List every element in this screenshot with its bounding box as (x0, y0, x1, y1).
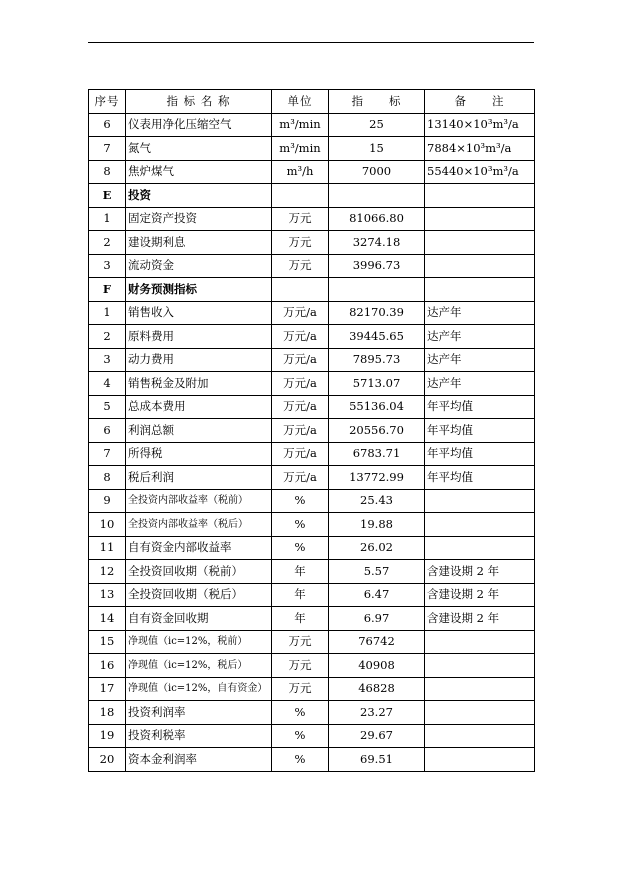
row-unit: 万元 (272, 207, 329, 231)
row-name: 固定资产投资 (126, 207, 272, 231)
table-row (89, 442, 535, 466)
row-name: 仪表用净化压缩空气 (126, 113, 272, 137)
row-note: 7884×10³m³/a (425, 137, 535, 161)
table-row (89, 137, 535, 161)
row-name: 自有资金回收期 (126, 607, 272, 631)
row-number: 4 (89, 372, 126, 396)
table-row (89, 677, 535, 701)
section-row (89, 184, 535, 208)
row-value: 7000 (329, 160, 425, 184)
row-unit (272, 278, 329, 302)
row-unit: 万元/a (272, 419, 329, 443)
row-number: E (89, 184, 126, 208)
row-note: 年平均值 (425, 442, 535, 466)
row-name: 净现值（ic=12%，税后） (126, 654, 272, 678)
table-row (89, 160, 535, 184)
row-note (425, 748, 535, 772)
row-name: 总成本费用 (126, 395, 272, 419)
row-value: 46828 (329, 677, 425, 701)
row-unit: 万元 (272, 630, 329, 654)
table-row (89, 489, 535, 513)
row-unit: 万元/a (272, 395, 329, 419)
row-number: 8 (89, 466, 126, 490)
table-header-row (89, 90, 535, 114)
table-row (89, 536, 535, 560)
row-number: 5 (89, 395, 126, 419)
row-value: 5713.07 (329, 372, 425, 396)
row-number: 14 (89, 607, 126, 631)
row-note (425, 654, 535, 678)
row-unit: % (272, 701, 329, 725)
row-value: 29.67 (329, 724, 425, 748)
table-row (89, 231, 535, 255)
section-row (89, 278, 535, 302)
row-name: 资本金利润率 (126, 748, 272, 772)
row-number: 11 (89, 536, 126, 560)
table-row (89, 607, 535, 631)
row-name: 全投资回收期（税后） (126, 583, 272, 607)
row-name: 全投资内部收益率（税前） (126, 489, 272, 513)
row-number: 16 (89, 654, 126, 678)
row-name: 动力费用 (126, 348, 272, 372)
table-row (89, 254, 535, 278)
row-number: 2 (89, 231, 126, 255)
row-value: 23.27 (329, 701, 425, 725)
row-number: 10 (89, 513, 126, 537)
row-unit: % (272, 513, 329, 537)
row-note (425, 184, 535, 208)
row-unit: 万元 (272, 231, 329, 255)
row-value: 15 (329, 137, 425, 161)
row-note (425, 724, 535, 748)
row-note: 年平均值 (425, 419, 535, 443)
row-value: 81066.80 (329, 207, 425, 231)
header-unit: 单位 (272, 90, 329, 114)
row-note (425, 513, 535, 537)
row-name: 销售税金及附加 (126, 372, 272, 396)
row-number: 12 (89, 560, 126, 584)
table-row (89, 654, 535, 678)
row-number: 13 (89, 583, 126, 607)
table-row (89, 560, 535, 584)
row-number: 6 (89, 113, 126, 137)
table-row (89, 748, 535, 772)
row-unit: m³/min (272, 137, 329, 161)
row-note: 达产年 (425, 301, 535, 325)
row-unit (272, 184, 329, 208)
row-value: 7895.73 (329, 348, 425, 372)
row-note: 达产年 (425, 325, 535, 349)
row-unit: m³/min (272, 113, 329, 137)
row-note (425, 701, 535, 725)
row-value: 3996.73 (329, 254, 425, 278)
table-row (89, 466, 535, 490)
table-row (89, 113, 535, 137)
row-note: 达产年 (425, 372, 535, 396)
row-unit: 年 (272, 560, 329, 584)
row-value: 55136.04 (329, 395, 425, 419)
table-row (89, 513, 535, 537)
row-name: 财务预测指标 (126, 278, 272, 302)
row-unit: 万元/a (272, 466, 329, 490)
row-unit: 万元/a (272, 325, 329, 349)
row-note (425, 254, 535, 278)
row-number: 6 (89, 419, 126, 443)
row-note: 含建设期 2 年 (425, 560, 535, 584)
row-unit: m³/h (272, 160, 329, 184)
row-unit: 万元/a (272, 348, 329, 372)
row-note (425, 489, 535, 513)
row-name: 全投资回收期（税前） (126, 560, 272, 584)
table-row (89, 419, 535, 443)
row-number: 9 (89, 489, 126, 513)
table-row (89, 724, 535, 748)
row-unit: 万元/a (272, 301, 329, 325)
row-note (425, 278, 535, 302)
row-unit: 万元/a (272, 372, 329, 396)
row-name: 投资利润率 (126, 701, 272, 725)
table-row (89, 325, 535, 349)
row-value: 69.51 (329, 748, 425, 772)
row-number: F (89, 278, 126, 302)
row-name: 原料费用 (126, 325, 272, 349)
row-value: 20556.70 (329, 419, 425, 443)
row-number: 15 (89, 630, 126, 654)
row-note (425, 536, 535, 560)
row-value: 40908 (329, 654, 425, 678)
row-unit: 万元/a (272, 442, 329, 466)
row-unit: 万元 (272, 677, 329, 701)
row-number: 7 (89, 137, 126, 161)
row-number: 19 (89, 724, 126, 748)
header-no: 序号 (89, 90, 126, 114)
table-row (89, 395, 535, 419)
row-name: 建设期利息 (126, 231, 272, 255)
row-value: 6.97 (329, 607, 425, 631)
table-row (89, 207, 535, 231)
row-note: 55440×10³m³/a (425, 160, 535, 184)
row-note: 含建设期 2 年 (425, 607, 535, 631)
row-unit: 年 (272, 607, 329, 631)
row-value: 25.43 (329, 489, 425, 513)
table-row (89, 583, 535, 607)
row-number: 8 (89, 160, 126, 184)
row-note: 年平均值 (425, 466, 535, 490)
row-unit: 万元 (272, 254, 329, 278)
row-note: 13140×10³m³/a (425, 113, 535, 137)
row-name: 投资 (126, 184, 272, 208)
row-note: 达产年 (425, 348, 535, 372)
header-rule (88, 42, 534, 43)
row-value: 6783.71 (329, 442, 425, 466)
row-value: 5.57 (329, 560, 425, 584)
row-number: 3 (89, 254, 126, 278)
row-value (329, 278, 425, 302)
row-name: 全投资内部收益率（税后） (126, 513, 272, 537)
row-note (425, 630, 535, 654)
row-number: 3 (89, 348, 126, 372)
header-name: 指 标 名 称 (126, 90, 272, 114)
row-unit: 年 (272, 583, 329, 607)
row-unit: % (272, 489, 329, 513)
row-name: 利润总额 (126, 419, 272, 443)
indicator-table (88, 89, 535, 772)
row-name: 氮气 (126, 137, 272, 161)
row-value: 25 (329, 113, 425, 137)
row-value (329, 184, 425, 208)
row-number: 20 (89, 748, 126, 772)
row-value: 76742 (329, 630, 425, 654)
row-number: 17 (89, 677, 126, 701)
row-value: 3274.18 (329, 231, 425, 255)
header-value: 指 标 (329, 90, 425, 114)
row-note: 年平均值 (425, 395, 535, 419)
row-number: 1 (89, 301, 126, 325)
row-unit: 万元 (272, 654, 329, 678)
row-value: 39445.65 (329, 325, 425, 349)
row-value: 6.47 (329, 583, 425, 607)
row-name: 所得税 (126, 442, 272, 466)
row-name: 销售收入 (126, 301, 272, 325)
row-name: 税后利润 (126, 466, 272, 490)
row-note: 含建设期 2 年 (425, 583, 535, 607)
row-name: 自有资金内部收益率 (126, 536, 272, 560)
row-name: 投资利税率 (126, 724, 272, 748)
table-row (89, 372, 535, 396)
row-number: 18 (89, 701, 126, 725)
row-unit: % (272, 536, 329, 560)
table-row (89, 701, 535, 725)
row-note (425, 207, 535, 231)
row-name: 焦炉煤气 (126, 160, 272, 184)
row-unit: % (272, 724, 329, 748)
table-row (89, 301, 535, 325)
row-number: 2 (89, 325, 126, 349)
table-row (89, 348, 535, 372)
row-note (425, 677, 535, 701)
table-row (89, 630, 535, 654)
row-unit: % (272, 748, 329, 772)
row-note (425, 231, 535, 255)
row-name: 流动资金 (126, 254, 272, 278)
row-name: 净现值（ic=12%，税前） (126, 630, 272, 654)
row-name: 净现值（ic=12%，自有资金） (126, 677, 272, 701)
row-value: 26.02 (329, 536, 425, 560)
row-number: 1 (89, 207, 126, 231)
header-note: 备 注 (425, 90, 535, 114)
row-value: 82170.39 (329, 301, 425, 325)
row-number: 7 (89, 442, 126, 466)
row-value: 19.88 (329, 513, 425, 537)
row-value: 13772.99 (329, 466, 425, 490)
